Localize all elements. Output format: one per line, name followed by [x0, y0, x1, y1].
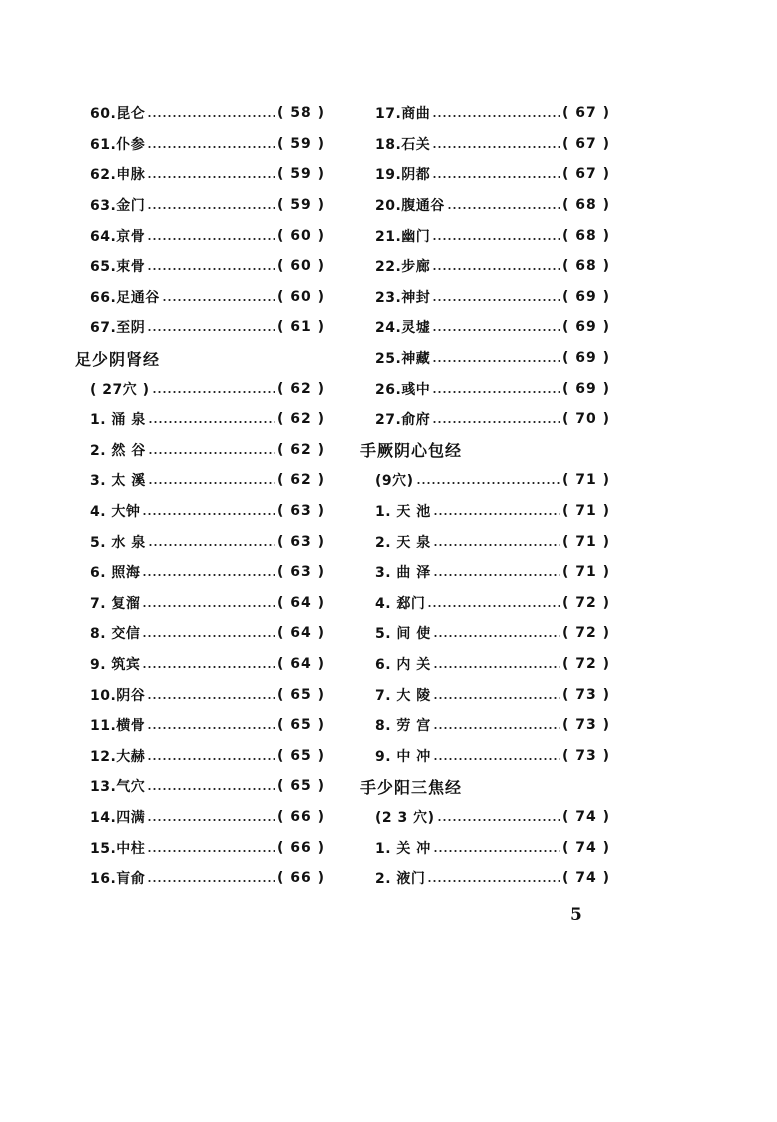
entry-label: 15.中柱: [90, 840, 146, 857]
section-heading: 手少阳三焦经: [360, 777, 463, 797]
toc-column-left: [75, 98, 325, 893]
entry-label: 2. 天 泉: [375, 534, 431, 551]
entry-label: 66.足通谷: [90, 289, 160, 306]
dot-leader: [433, 634, 560, 638]
entry-page-number: ( 66 ): [276, 839, 325, 856]
dot-leader: [147, 237, 275, 241]
entry-label: 9. 筑宾: [90, 656, 141, 673]
dot-leader: [148, 451, 275, 455]
entry-label: (9穴): [375, 473, 414, 490]
dot-leader: [148, 543, 275, 547]
entry-page-number: ( 70 ): [561, 411, 610, 428]
toc-entry: [75, 404, 325, 435]
entry-label: 2. 液门: [375, 871, 426, 888]
toc-entry: [360, 832, 610, 863]
dot-leader: [147, 206, 275, 210]
toc-entry: [360, 863, 610, 894]
entry-label: 14.四满: [90, 809, 146, 826]
entry-label: 23.神封: [375, 289, 431, 306]
entry-label: 8. 交信: [90, 626, 141, 643]
toc-entry: [75, 220, 325, 251]
entry-label: 18.石关: [375, 136, 431, 153]
toc-entry: [75, 618, 325, 649]
entry-page-number: ( 66 ): [276, 808, 325, 825]
entry-page-number: ( 64 ): [276, 625, 325, 642]
toc-entry: [75, 312, 325, 343]
toc-entry: [360, 373, 610, 404]
entry-label: 11.横骨: [90, 718, 146, 735]
entry-page-number: ( 68 ): [561, 197, 610, 214]
entry-label: 5. 间 使: [375, 626, 431, 643]
toc-entry: [360, 220, 610, 251]
dot-leader: [148, 481, 275, 485]
dot-leader: [147, 787, 275, 791]
entry-label: 22.步廊: [375, 259, 431, 276]
toc-column-right: [360, 98, 610, 893]
dot-leader: [147, 114, 275, 118]
dot-leader: [142, 573, 275, 577]
dot-leader: [427, 879, 560, 883]
dot-leader: [148, 420, 275, 424]
entry-label: 13.气穴: [90, 779, 146, 796]
entry-label: 27.俞府: [375, 412, 431, 429]
entry-page-number: ( 71 ): [561, 472, 610, 489]
entry-label: 5. 水 泉: [90, 534, 146, 551]
entry-label: 26.彧中: [375, 381, 431, 398]
dot-leader: [147, 175, 275, 179]
dot-leader: [147, 757, 275, 761]
dot-leader: [433, 849, 560, 853]
toc-entry: [360, 129, 610, 160]
entry-page-number: ( 68 ): [561, 227, 610, 244]
entry-label: 21.幽门: [375, 228, 431, 245]
dot-leader: [433, 573, 560, 577]
entry-page-number: ( 67 ): [561, 135, 610, 152]
toc-entry: [360, 496, 610, 527]
entry-label: 67.至阴: [90, 320, 146, 337]
entry-label: 16.肓俞: [90, 871, 146, 888]
entry-page-number: ( 69 ): [561, 319, 610, 336]
dot-leader: [432, 328, 560, 332]
toc-entry: [75, 98, 325, 129]
entry-label: ( 27穴 ): [90, 381, 150, 398]
dot-leader: [433, 512, 560, 516]
entry-label: 1. 关 冲: [375, 840, 431, 857]
toc-entry: [360, 710, 610, 741]
entry-page-number: ( 59 ): [276, 135, 325, 152]
entry-label: 1. 天 池: [375, 504, 431, 521]
entry-page-number: ( 65 ): [276, 747, 325, 764]
entry-label: 25.神藏: [375, 351, 431, 368]
entry-label: 12.大赫: [90, 748, 146, 765]
dot-leader: [147, 328, 275, 332]
entry-label: 62.申脉: [90, 167, 146, 184]
dot-leader: [147, 726, 275, 730]
toc-entry: [75, 435, 325, 466]
toc-entry: [75, 588, 325, 619]
entry-page-number: ( 67 ): [561, 166, 610, 183]
entry-page-number: ( 74 ): [561, 870, 610, 887]
toc-entry: [75, 373, 325, 404]
dot-leader: [147, 696, 275, 700]
entry-label: (2 3 穴): [375, 809, 435, 826]
entry-label: 64.京骨: [90, 228, 146, 245]
entry-label: 63.金门: [90, 198, 146, 215]
dot-leader: [142, 604, 275, 608]
entry-label: 8. 劳 宫: [375, 718, 431, 735]
entry-page-number: ( 63 ): [276, 564, 325, 581]
entry-page-number: ( 71 ): [561, 564, 610, 581]
entry-page-number: ( 65 ): [276, 778, 325, 795]
entry-page-number: ( 60 ): [276, 258, 325, 275]
entry-page-number: ( 64 ): [276, 594, 325, 611]
entry-page-number: ( 63 ): [276, 533, 325, 550]
entry-page-number: ( 60 ): [276, 227, 325, 244]
entry-label: 9. 中 冲: [375, 748, 431, 765]
entry-page-number: ( 62 ): [276, 411, 325, 428]
entry-label: 10.阴谷: [90, 687, 146, 704]
toc-entry: [360, 343, 610, 374]
dot-leader: [147, 145, 275, 149]
entry-page-number: ( 62 ): [276, 380, 325, 397]
toc-entry: [360, 98, 610, 129]
dot-leader: [142, 634, 275, 638]
toc-entry: [360, 526, 610, 557]
toc-entry: [75, 251, 325, 282]
entry-page-number: ( 59 ): [276, 166, 325, 183]
entry-label: 17.商曲: [375, 106, 431, 123]
dot-leader: [433, 543, 560, 547]
entry-label: 6. 照海: [90, 565, 141, 582]
toc-entry: [360, 465, 610, 496]
toc-entry: [75, 159, 325, 190]
entry-page-number: ( 72 ): [561, 594, 610, 611]
entry-page-number: ( 66 ): [276, 870, 325, 887]
entry-page-number: ( 68 ): [561, 258, 610, 275]
entry-label: 4. 大钟: [90, 504, 141, 521]
entry-label: 61.仆参: [90, 136, 146, 153]
entry-page-number: ( 69 ): [561, 350, 610, 367]
dot-leader: [152, 390, 275, 394]
dot-leader: [433, 726, 560, 730]
dot-leader: [427, 604, 560, 608]
toc-entry: [75, 190, 325, 221]
entry-label: 1. 涌 泉: [90, 412, 146, 429]
toc-entry: [360, 588, 610, 619]
page-number: 5: [570, 905, 582, 925]
dot-leader: [416, 481, 560, 485]
entry-page-number: ( 73 ): [561, 747, 610, 764]
entry-label: 24.灵墟: [375, 320, 431, 337]
entry-label: 3. 曲 泽: [375, 565, 431, 582]
toc-entry: [360, 740, 610, 771]
dot-leader: [147, 849, 275, 853]
dot-leader: [433, 757, 560, 761]
dot-leader: [142, 665, 275, 669]
dot-leader: [147, 267, 275, 271]
toc-entry: [75, 282, 325, 313]
entry-page-number: ( 59 ): [276, 197, 325, 214]
toc-entry: [75, 649, 325, 680]
dot-leader: [142, 512, 275, 516]
entry-page-number: ( 65 ): [276, 686, 325, 703]
entry-label: 3. 太 溪: [90, 473, 146, 490]
entry-page-number: ( 72 ): [561, 655, 610, 672]
toc-entry: [75, 557, 325, 588]
dot-leader: [432, 114, 560, 118]
toc-entry: [75, 802, 325, 833]
toc-entry: [75, 710, 325, 741]
toc-entry: [75, 129, 325, 160]
dot-leader: [432, 298, 560, 302]
toc-entry: [75, 863, 325, 894]
entry-label: 65.束骨: [90, 259, 146, 276]
toc-entry: [360, 282, 610, 313]
toc-entry: [75, 832, 325, 863]
toc-entry: [360, 251, 610, 282]
toc-entry: [75, 771, 325, 802]
dot-leader: [432, 237, 560, 241]
dot-leader: [432, 267, 560, 271]
entry-page-number: ( 71 ): [561, 533, 610, 550]
entry-label: 4. 郄门: [375, 595, 426, 612]
toc-entry: [75, 465, 325, 496]
entry-page-number: ( 73 ): [561, 686, 610, 703]
toc-entry: [360, 649, 610, 680]
entry-page-number: ( 58 ): [276, 105, 325, 122]
entry-page-number: ( 74 ): [561, 839, 610, 856]
dot-leader: [432, 145, 560, 149]
section-heading: 足少阴肾经: [75, 349, 161, 369]
toc-entry: [360, 557, 610, 588]
toc-entry: [360, 802, 610, 833]
entry-page-number: ( 69 ): [561, 380, 610, 397]
dot-leader: [432, 390, 560, 394]
entry-label: 20.腹通谷: [375, 198, 445, 215]
dot-leader: [433, 665, 560, 669]
section-heading: 手厥阴心包经: [360, 441, 463, 461]
entry-page-number: ( 67 ): [561, 105, 610, 122]
entry-page-number: ( 71 ): [561, 503, 610, 520]
entry-label: 7. 复溜: [90, 595, 141, 612]
dot-leader: [432, 175, 560, 179]
dot-leader: [162, 298, 275, 302]
entry-page-number: ( 61 ): [276, 319, 325, 336]
dot-leader: [147, 818, 275, 822]
entry-label: 6. 内 关: [375, 656, 431, 673]
entry-label: 2. 然 谷: [90, 442, 146, 459]
toc-entry: [75, 496, 325, 527]
dot-leader: [432, 359, 560, 363]
toc-entry: [360, 679, 610, 710]
toc-entry: [360, 618, 610, 649]
dot-leader: [437, 818, 560, 822]
toc-entry: [75, 526, 325, 557]
dot-leader: [432, 420, 560, 424]
toc-entry: [360, 190, 610, 221]
entry-page-number: ( 62 ): [276, 441, 325, 458]
entry-page-number: ( 63 ): [276, 503, 325, 520]
entry-page-number: ( 62 ): [276, 472, 325, 489]
entry-page-number: ( 74 ): [561, 808, 610, 825]
entry-page-number: ( 65 ): [276, 717, 325, 734]
entry-page-number: ( 73 ): [561, 717, 610, 734]
entry-label: 60.昆仑: [90, 106, 146, 123]
dot-leader: [447, 206, 560, 210]
entry-page-number: ( 60 ): [276, 288, 325, 305]
toc-entry: [360, 312, 610, 343]
entry-page-number: ( 64 ): [276, 655, 325, 672]
entry-page-number: ( 72 ): [561, 625, 610, 642]
dot-leader: [147, 879, 275, 883]
toc-entry: [360, 404, 610, 435]
toc-entry: [75, 740, 325, 771]
entry-page-number: ( 69 ): [561, 288, 610, 305]
toc-entry: [75, 679, 325, 710]
entry-label: 19.阴都: [375, 167, 431, 184]
toc-entry: [360, 159, 610, 190]
dot-leader: [433, 696, 560, 700]
entry-label: 7. 大 陵: [375, 687, 431, 704]
